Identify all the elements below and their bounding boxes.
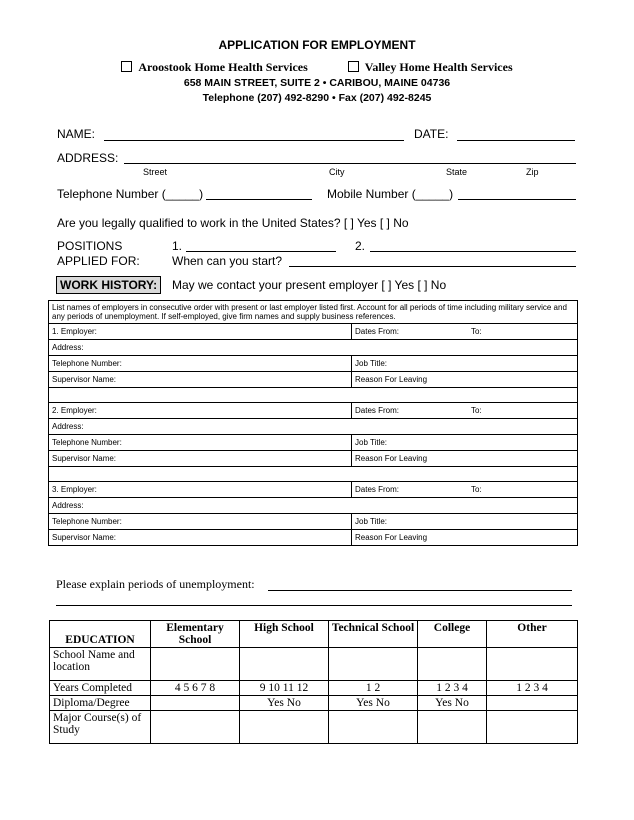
table-row — [49, 372, 578, 388]
date-label: DATE: — [414, 127, 449, 141]
high-school-header: High School — [240, 621, 329, 648]
aroostook-checkbox[interactable] — [121, 61, 132, 72]
table-row — [49, 340, 578, 356]
diploma-high-school[interactable]: Yes No — [240, 696, 329, 711]
employer-2-label[interactable]: 2. Employer: — [49, 403, 352, 419]
employer-3-telephone[interactable]: Telephone Number: — [49, 514, 352, 530]
diploma-elementary[interactable] — [151, 696, 240, 711]
street-caption: Street — [143, 167, 168, 177]
city-caption: City — [329, 167, 345, 177]
major-cell[interactable] — [329, 711, 418, 744]
diploma-label: Diploma/Degree — [50, 696, 151, 711]
employer-2-telephone[interactable]: Telephone Number: — [49, 435, 352, 451]
school-name-cell[interactable] — [487, 648, 578, 681]
table-row — [50, 696, 578, 711]
education-table — [49, 620, 578, 744]
start-field[interactable] — [289, 266, 576, 267]
major-course-label: Major Course(s) of Study — [50, 711, 151, 744]
telephone-field[interactable] — [206, 199, 312, 200]
unemployment-field-1[interactable] — [268, 590, 572, 591]
employer-2-reason[interactable]: Reason For Leaving — [352, 451, 578, 467]
employer-3-address[interactable]: Address: — [49, 498, 578, 514]
employer-2-supervisor[interactable]: Supervisor Name: — [49, 451, 352, 467]
name-field[interactable] — [104, 140, 404, 141]
school-name-cell[interactable] — [418, 648, 487, 681]
positions-label: POSITIONS — [57, 239, 123, 253]
aroostook-label: Aroostook Home Health Services — [138, 60, 308, 74]
table-row — [49, 451, 578, 467]
company-options — [0, 60, 634, 75]
table-row — [50, 681, 578, 696]
years-technical[interactable]: 1 2 — [329, 681, 418, 696]
table-row — [50, 648, 578, 681]
employment-instructions: List names of employers in consecutive order with present or last employer listed first. Account for all periods of time including military service and any periods of unemployment. If self-employed, give firm names and supply business references. — [49, 301, 578, 324]
major-cell[interactable] — [151, 711, 240, 744]
mobile-field[interactable] — [458, 199, 576, 200]
table-row — [49, 403, 578, 419]
work-history-label: WORK HISTORY: — [56, 276, 161, 294]
years-other[interactable]: 1 2 3 4 — [487, 681, 578, 696]
applied-for-label: APPLIED FOR: — [57, 254, 140, 268]
table-row — [49, 356, 578, 372]
employer-1-telephone[interactable]: Telephone Number: — [49, 356, 352, 372]
position-2-label: 2. — [355, 239, 366, 253]
company-phone: Telephone (207) 492-8290 • Fax (207) 492-8245 — [202, 92, 432, 104]
school-name-cell[interactable] — [329, 648, 418, 681]
diploma-technical[interactable]: Yes No — [329, 696, 418, 711]
table-row — [49, 324, 578, 340]
date-field[interactable] — [457, 140, 575, 141]
unemployment-label: Please explain periods of unemployment: — [56, 577, 255, 591]
employer-2-to[interactable]: To: — [468, 403, 578, 419]
employer-2-dates-from[interactable]: Dates From: — [352, 403, 469, 419]
position-2-field[interactable] — [370, 251, 576, 252]
major-cell[interactable] — [240, 711, 329, 744]
diploma-college[interactable]: Yes No — [418, 696, 487, 711]
employer-3-to[interactable]: To: — [468, 482, 578, 498]
other-header: Other — [487, 621, 578, 648]
major-cell[interactable] — [418, 711, 487, 744]
employer-2-job-title[interactable]: Job Title: — [352, 435, 578, 451]
table-row — [49, 419, 578, 435]
school-name-label: School Name and location — [50, 648, 151, 681]
employer-1-label[interactable]: 1. Employer: — [49, 324, 352, 340]
table-row — [49, 498, 578, 514]
employer-3-job-title[interactable]: Job Title: — [352, 514, 578, 530]
table-row — [49, 482, 578, 498]
legal-question: Are you legally qualified to work in the United States? [ ] Yes [ ] No — [57, 216, 409, 230]
unemployment-field-2[interactable] — [56, 605, 572, 606]
contact-question: May we contact your present employer [ ] Yes [ ] No — [172, 278, 447, 292]
table-row — [49, 435, 578, 451]
position-1-field[interactable] — [186, 251, 336, 252]
telephone-label: Telephone Number (_____) — [57, 187, 204, 201]
employer-1-reason[interactable]: Reason For Leaving — [352, 372, 578, 388]
table-row — [50, 711, 578, 744]
valley-label: Valley Home Health Services — [364, 60, 513, 74]
employer-3-reason[interactable]: Reason For Leaving — [352, 530, 578, 546]
employer-2-address[interactable]: Address: — [49, 419, 578, 435]
form-title: APPLICATION FOR EMPLOYMENT — [218, 38, 416, 52]
position-1-label: 1. — [172, 239, 183, 253]
employer-1-address[interactable]: Address: — [49, 340, 578, 356]
zip-caption: Zip — [526, 167, 539, 177]
school-name-cell[interactable] — [240, 648, 329, 681]
school-name-cell[interactable] — [151, 648, 240, 681]
company-address: 658 MAIN STREET, SUITE 2 • CARIBOU, MAINE 04736 — [183, 77, 451, 89]
employer-3-supervisor[interactable]: Supervisor Name: — [49, 530, 352, 546]
state-caption: State — [446, 167, 468, 177]
employer-1-job-title[interactable]: Job Title: — [352, 356, 578, 372]
employer-1-supervisor[interactable]: Supervisor Name: — [49, 372, 352, 388]
years-college[interactable]: 1 2 3 4 — [418, 681, 487, 696]
employment-table — [48, 300, 578, 546]
employer-3-dates-from[interactable]: Dates From: — [352, 482, 469, 498]
table-row — [49, 514, 578, 530]
address-field[interactable] — [124, 163, 576, 164]
name-label: NAME: — [57, 127, 96, 141]
education-header: EDUCATION — [50, 621, 151, 648]
start-label: When can you start? — [172, 254, 283, 268]
employer-1-to[interactable]: To: — [468, 324, 578, 340]
employer-1-dates-from[interactable]: Dates From: — [352, 324, 469, 340]
address-label: ADDRESS: — [57, 151, 119, 165]
technical-header: Technical School — [329, 621, 418, 648]
table-row — [49, 530, 578, 546]
major-cell[interactable] — [487, 711, 578, 744]
years-elementary[interactable]: 4 5 6 7 8 — [151, 681, 240, 696]
elementary-header: Elementary School — [151, 621, 240, 648]
years-high-school[interactable]: 9 10 11 12 — [240, 681, 329, 696]
employer-3-label[interactable]: 3. Employer: — [49, 482, 352, 498]
college-header: College — [418, 621, 487, 648]
valley-checkbox[interactable] — [348, 61, 359, 72]
years-completed-label: Years Completed — [50, 681, 151, 696]
diploma-other[interactable] — [487, 696, 578, 711]
mobile-label: Mobile Number (_____) — [327, 187, 454, 201]
